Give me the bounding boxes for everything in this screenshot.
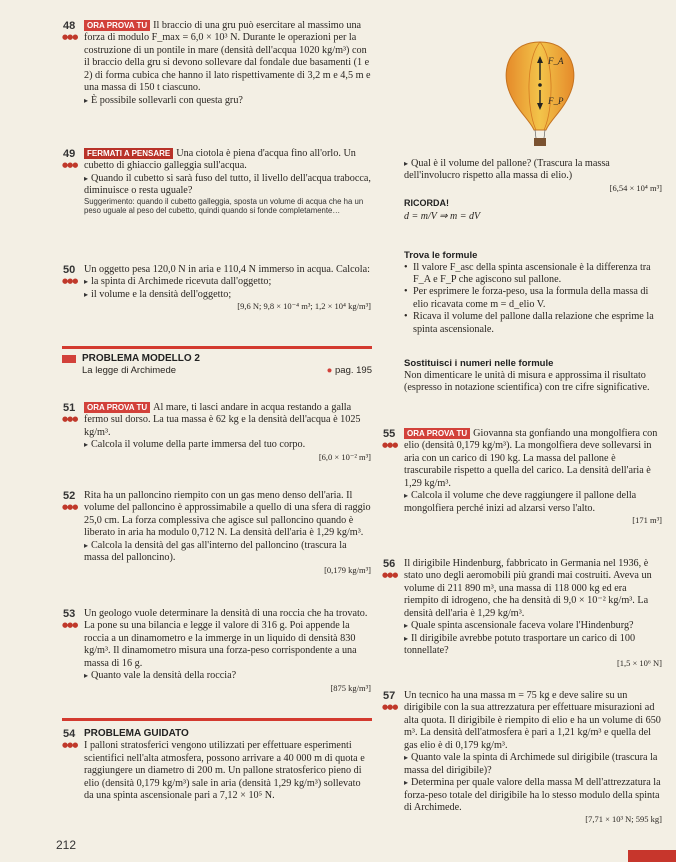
problem-55-number: 55	[383, 428, 396, 440]
problem-50-q2: il volume e la densità dell'oggetto;	[91, 288, 232, 300]
label-FA: F_A	[548, 56, 564, 66]
difficulty-dots: ●●●	[62, 33, 78, 41]
difficulty-dots: ●●●	[62, 741, 78, 749]
problema-modello-title: PROBLEMA MODELLO 2	[82, 353, 200, 364]
problem-52: Rita ha un palloncino riempito con un gas meno denso dell'aria. Il volume del palloncino è approssimabile a quello di una sfera di raggio 25,0 cm. La forza complessiva che agisce sul palloncino quando è liberato in aria ha modulo 0,712 N. La densità dell'aria è 1,29 kg/m³. ▸ Calcola la densità del gas all'interno del palloncino (trascura la massa del palloncino). [0,179 kg/m³]	[84, 490, 371, 575]
ricorda-label: RICORDA!	[404, 198, 449, 208]
problem-50-text: Un oggetto pesa 120,0 N in aria e 110,4 N immerso in acqua. Calcola:	[84, 264, 370, 275]
problem-57-text: Un tecnico ha una massa m = 75 kg e deve salire su un dirigibile con la sua attrezzatura per effettuare misurazioni ad alta quota. Il dirigibile è riempito di elio e ha un volume di 650 m³. La densità dell'atmosfera è pari a 1,21 kg/m³ e quella del gas elio è di 0,179 kg/m³.	[404, 690, 661, 751]
problem-51-question: Calcola il volume della parte immersa del tuo corpo.	[91, 439, 306, 451]
problem-56-text: Il dirigibile Hindenburg, fabbricato in Germania nel 1936, è stato uno degli aeromobili più grandi mai costruiti. Aveva un volume di 211 890 m³, una massa di 118 000 kg ed era riempito di idrogeno, che ha densità di 9,0 × 10⁻² kg/m³. La densità dell'aria è 1,29 kg/m³.	[404, 558, 652, 619]
problem-51: ORA PROVA TU Al mare, ti lasci andare in acqua restando a galla fermo sul dorso. La tua massa è 62 kg e la densità dell'acqua è 1025 kg/m³. ▸ Calcola il volume della parte immersa del tuo corpo. [6,0 × 10⁻² m³]	[84, 402, 371, 462]
problema-modello-subtitle: La legge di Archimede	[82, 365, 177, 377]
section-divider	[62, 346, 372, 349]
problem-53-text: Un geologo vuole determinare la densità di una roccia che ha trovato. La pone su una bilancia e legge il valore di 316 g. Poi appende la roccia a un dinamometro e la immerge in un liquido di densità 830 kg/m³. Il dinamometro misura una forza-peso corrispondente a una massa di 16 g.	[84, 608, 368, 669]
sostituisci-box	[404, 358, 662, 394]
problem-55-answer: [171 m³]	[632, 515, 662, 526]
problem-56-answer: [1,5 × 10⁶ N]	[616, 657, 662, 668]
problem-50-q1: la spinta di Archimede ricevuta dall'oggetto;	[91, 276, 272, 288]
problem-53: Un geologo vuole determinare la densità di una roccia che ha trovato. La pone su una bilancia e legge il valore di 316 g. Poi appende la roccia a un dinamometro e la immerge in un liquido di densità 830 kg/m³. Il dinamometro misura una forza-peso corrispondente a una massa di 16 g. ▸ Quanto vale la densità della roccia? [875 kg/m³]	[84, 608, 371, 693]
trova-bullet-3: • Ricava il volume del pallone dalla relazione che esprime la spinta ascensionale.	[404, 311, 662, 336]
problem-57-q2: Determina per quale valore della massa M dell'attrezzatura la forza-peso totale del dirigibile ha lo stesso modulo della spinta di Archimede.	[404, 777, 661, 813]
problem-50-answer: [9,6 N; 9,8 × 10⁻⁴ m³; 1,2 × 10⁴ kg/m³]	[237, 301, 371, 312]
difficulty-dots: ●●●	[62, 415, 78, 423]
problem-56: Il dirigibile Hindenburg, fabbricato in Germania nel 1936, è stato uno degli aeromobili più grandi mai costruiti. Aveva un volume di 211 890 m³, una massa di 118 000 kg ed era riempito di idrogeno, che ha densità di 9,0 × 10⁻² kg/m³. La densità dell'aria è 1,29 kg/m³. ▸ Quale spinta ascensionale faceva volare l'Hindenburg? ▸ Il dirigibile avrebbe potuto trasportare un carico di 100 tonnellate? [1,5 × 10⁶ N]	[404, 558, 662, 668]
problem-55: ORA PROVA TU Giovanna sta gonfiando una mongolfiera con elio (densità 0,179 kg/m³). La mongolfiera deve sollevarsi in aria con un carico di 190 kg. La massa del pallone è trascurabile rispetto a quella del carico. La densità dell'aria è 1,29 kg/m³. ▸ Calcola il volume che deve raggiungere il pallone della mongolfiera perché inizi ad alzarsi verso l'alto. [171 m³]	[404, 428, 662, 526]
problem-48-question: È possibile sollevarli con questa gru?	[91, 94, 243, 106]
hot-air-balloon-illustration	[490, 38, 590, 150]
problem-49-text: Una ciotola è piena d'acqua fino all'orlo. Un cubetto di ghiaccio galleggia sull'acqua.	[84, 148, 356, 172]
problem-56-q1: Quale spinta ascensionale faceva volare l'Hindenburg?	[411, 620, 634, 632]
problem-52-number: 52	[63, 490, 76, 502]
problem-54-question: Qual è il volume del pallone? (Trascura la massa dell'involucro rispetto alla massa di elio.)	[404, 158, 610, 182]
trova-bullet-2: • Per esprimere le forza-peso, usa la formula della massa di elio ricavata come m = d_elio V.	[404, 286, 662, 311]
problem-51-number: 51	[63, 402, 76, 414]
chapter-tab	[628, 850, 676, 862]
problem-56-q2: Il dirigibile avrebbe potuto trasportare un carico di 100 tonnellate?	[404, 632, 636, 657]
page-number: 212	[56, 838, 77, 852]
problem-52-text: Rita ha un palloncino riempito con un gas meno denso dell'aria. Il volume del palloncino è approssimabile a quello di una sfera di raggio 25,0 cm. La forza complessiva che agisce sul palloncino quando è liberato in aria ha modulo 0,712 N. La densità dell'aria è 1,29 kg/m³.	[84, 490, 371, 539]
problema-modello-box	[62, 353, 372, 377]
problem-55-question: Calcola il volume che deve raggiungere il pallone della mongolfiera perché inizi ad alzarsi verso l'alto.	[404, 490, 637, 514]
problem-57: Un tecnico ha una massa m = 75 kg e deve salire su un dirigibile con la sua attrezzatura per effettuare misurazioni ad alta quota. Il dirigibile è riempito di elio e ha un volume di 650 m³. La densità dell'atmosfera è pari a 1,21 kg/m³ e quella del gas elio è di 0,179 kg/m³. ▸ Quanto vale la spinta di Archimede sul dirigibile (trascura la massa del dirigibile)? ▸ Determina per quale valore della massa M dell'attrezzatura la forza-peso totale del dirigibile ha lo stesso modulo della spinta di Archimede. [7,71 × 10³ N; 595 kg]	[404, 690, 662, 825]
difficulty-dots: ●●●	[382, 571, 398, 579]
problem-54-number: 54	[63, 728, 76, 740]
problem-57-number: 57	[383, 690, 396, 702]
problem-49: FERMATI A PENSARE Una ciotola è piena d'acqua fino all'orlo. Un cubetto di ghiaccio galleggia sull'acqua. ▸ Quando il cubetto si sarà fuso del tutto, il livello dell'acqua trabocca, diminuisce o resta uguale? Suggerimento: quando il cubetto galleggia, sposta un volume di acqua che ha un peso uguale al peso del cubetto, quindi quando si fonde completamente…	[84, 148, 371, 215]
difficulty-dots: ●●●	[382, 703, 398, 711]
page-reference: pag. 195	[335, 365, 372, 377]
difficulty-dots: ●●●	[62, 621, 78, 629]
problem-48-number: 48	[63, 20, 76, 32]
difficulty-dots: ●●●	[62, 503, 78, 511]
ora-prova-tu-tag: ORA PROVA TU	[84, 402, 150, 413]
problem-54-text: I palloni stratosferici vengono utilizzati per effettuare esperimenti scientifici nell'alta atmosfera, possono arrivare a 40 000 m di quota e raggiungere un diametro di 200 m. Un pallone stratosferico pieno di elio (densità 0,179 kg/m³) sale in aria (densità 1,29 kg/m³) sollevato da una spinta ascensionale pari a 7,12 × 10⁵ N.	[84, 740, 365, 801]
problem-51-answer: [6,0 × 10⁻² m³]	[318, 451, 371, 462]
problem-54	[84, 728, 371, 802]
problema-guidato-title: PROBLEMA GUIDATO	[84, 728, 189, 739]
trova-formule	[404, 250, 662, 336]
problem-50: Un oggetto pesa 120,0 N in aria e 110,4 N immerso in acqua. Calcola: ▸ la spinta di Archimede ricevuta dall'oggetto; ▸ il volume e la densità dell'oggetto; [9,6 N; 9,8 × 10⁻⁴ m³; 1,2 × 10⁴ kg/m³]	[84, 264, 371, 312]
problem-55-text: Giovanna sta gonfiando una mongolfiera con elio (densità 0,179 kg/m³). La mongolfiera deve sollevarsi in aria con un carico di 190 kg. La massa del pallone è trascurabile rispetto a quella del carico. La densità dell'aria è 1,29 kg/m³.	[404, 428, 658, 489]
fermati-a-pensare-tag: FERMATI A PENSARE	[84, 148, 173, 159]
ricorda-formula: d = m/V ⇒ m = dV	[404, 210, 481, 222]
trova-bullet-1: • Il valore F_asc della spinta ascensionale è la differenza tra F_A e F_P che agiscono sul pallone.	[404, 262, 662, 287]
section-marker	[62, 355, 76, 363]
problem-57-answer: [7,71 × 10³ N; 595 kg]	[585, 814, 662, 825]
problem-52-question: Calcola la densità del gas all'interno del palloncino (trascura la massa del palloncino).	[84, 539, 347, 564]
section-divider	[62, 718, 372, 721]
problem-51-text: Al mare, ti lasci andare in acqua restando a galla fermo sul dorso. La tua massa è 62 kg e la densità dell'acqua è 1025 kg/m³.	[84, 402, 361, 438]
problem-57-q1: Quanto vale la spinta di Archimede sul dirigibile (trascura la massa del dirigibile)?	[404, 752, 658, 776]
difficulty-dots: ●●●	[62, 277, 78, 285]
balloon-figure	[490, 38, 590, 150]
ricorda-box	[404, 198, 662, 223]
problem-56-number: 56	[383, 558, 396, 570]
problema-modello-page-link[interactable]: ● pag. 195	[326, 365, 372, 377]
problem-53-answer: [875 kg/m³]	[330, 682, 371, 693]
sostituisci-title: Sostituisci i numeri nelle formule	[404, 358, 554, 369]
ora-prova-tu-tag: ORA PROVA TU	[84, 20, 150, 31]
sostituisci-text: Non dimenticare le unità di misura e approssima il risultato (espresso in notazione scientifica) con tre cifre significative.	[404, 369, 650, 394]
label-FP: F_P	[548, 96, 564, 106]
problem-53-number: 53	[63, 608, 76, 620]
problem-48-text: Il braccio di una gru può esercitare al massimo una forza di modulo F_max = 6,0 × 10³ N. Durante le operazioni per la costruzione di un pontile in mare (densità dell'acqua 1020 kg/m³) con il braccio della gru si devono sollevare dal fondale due basamenti (1 e 2) di forma cubica che hanno il lato rispettivamente di 3,2 m e 4,5 m e una massa di 150 t ciascuno.	[84, 20, 371, 94]
difficulty-dots: ●●●	[382, 441, 398, 449]
ora-prova-tu-tag: ORA PROVA TU	[404, 428, 470, 439]
problem-49-number: 49	[63, 148, 76, 160]
problem-48: ORA PROVA TU Il braccio di una gru può esercitare al massimo una forza di modulo F_max = 6,0 × 10³ N. Durante le operazioni per la costruzione di un pontile in mare (densità dell'acqua 1020 kg/m³) con il braccio della gru si devono sollevare dal fondale due basamenti (1 e 2) di forma cubica che hanno il lato rispettivamente di 3,2 m e 4,5 m e una massa di 150 t ciascuno. ▸ È possibile sollevarli con questa gru?	[84, 20, 371, 106]
problem-54-answer: [6,54 × 10⁴ m³]	[609, 182, 662, 193]
problem-54-question-block: ▸ Qual è il volume del pallone? (Trascura la massa dell'involucro rispetto alla massa di elio.) [6,54 × 10⁴ m³]	[404, 158, 662, 193]
difficulty-dots: ●●●	[62, 161, 78, 169]
problem-49-question: Quando il cubetto si sarà fuso del tutto, il livello dell'acqua trabocca, diminuisce o resta uguale?	[84, 172, 371, 197]
trova-formule-title: Trova le formule	[404, 250, 478, 261]
problem-53-question: Quanto vale la densità della roccia?	[91, 670, 237, 682]
problem-49-suggestion: Suggerimento: quando il cubetto galleggia, sposta un volume di acqua che ha un peso uguale al peso del cubetto, quindi quando si fonde completamente…	[84, 196, 364, 215]
problem-50-number: 50	[63, 264, 76, 276]
problem-52-answer: [0,179 kg/m³]	[324, 564, 371, 575]
